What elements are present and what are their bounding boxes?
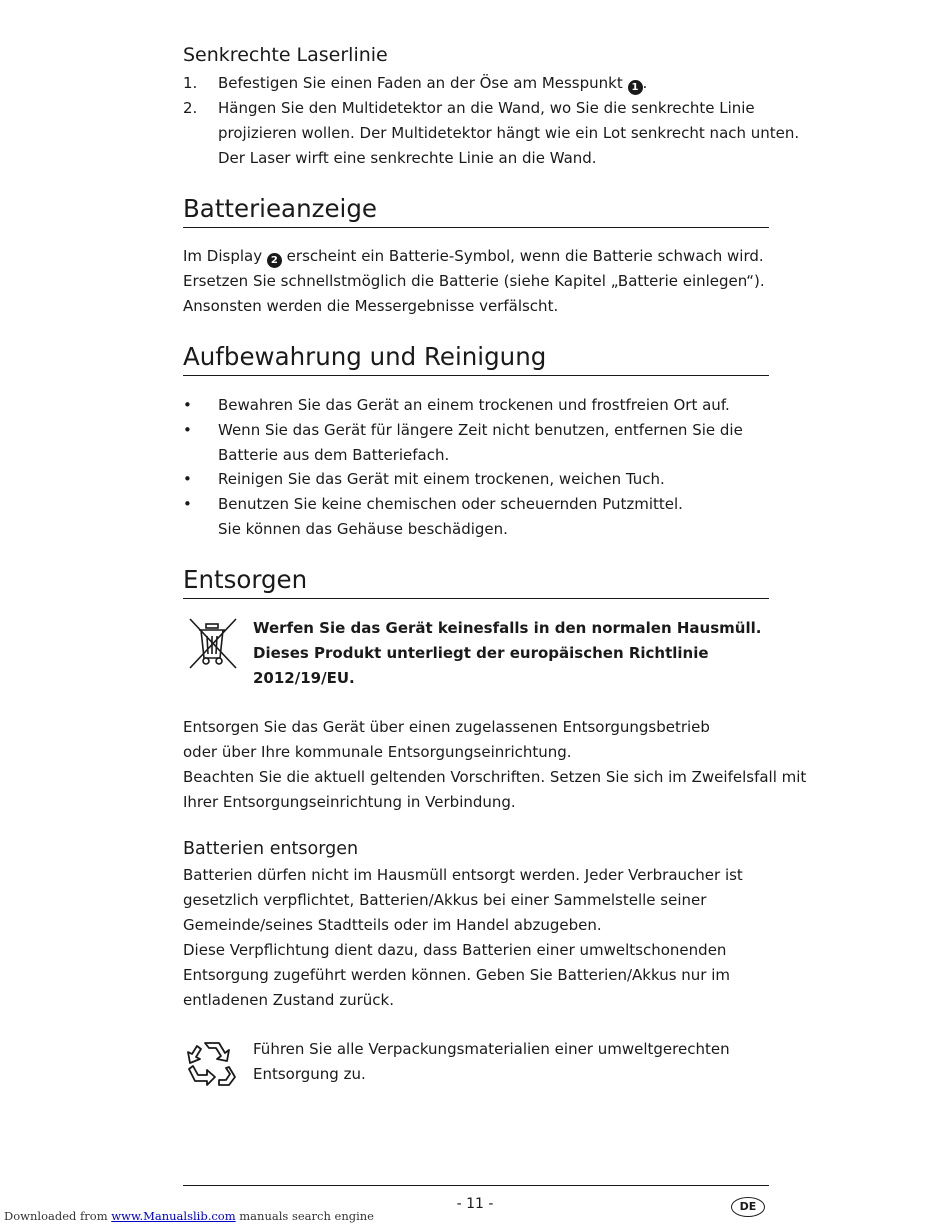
list-item xyxy=(183,467,769,492)
source-suffix: manuals search engine xyxy=(239,1209,374,1223)
battery-indicator-heading: Batterieanzeige xyxy=(183,194,377,223)
packaging-paragraph xyxy=(253,1037,730,1087)
storage-heading: Aufbewahrung und Reinigung xyxy=(183,342,547,371)
warning-text: 2012/19/EU. xyxy=(253,669,355,687)
section-divider xyxy=(183,227,769,228)
section-divider xyxy=(183,598,769,599)
list-text: Hängen Sie den Multidetektor an die Wand, wo Sie die senkrechte Linie xyxy=(218,99,755,117)
list-item xyxy=(183,418,769,468)
paragraph-text: Beachten Sie die aktuell geltenden Vorschriften. Setzen Sie sich im Zweifelsfall mit xyxy=(183,768,807,786)
list-text: Sie können das Gehäuse beschädigen. xyxy=(218,520,508,538)
download-source xyxy=(4,1209,374,1223)
paragraph-text: Batterien dürfen nicht im Hausmüll entsorgt werden. Jeder Verbraucher ist xyxy=(183,866,743,884)
language-badge: DE xyxy=(731,1197,765,1217)
paragraph-text: gesetzlich verpflichtet, Batterien/Akkus bei einer Sammelstelle seiner xyxy=(183,891,707,909)
disposal-paragraph xyxy=(183,715,806,815)
marker-1-icon: 1 xyxy=(628,80,643,95)
paragraph-text: entladenen Zustand zurück. xyxy=(183,991,394,1009)
crossed-out-wheelie-bin-icon xyxy=(186,616,240,672)
paragraph-text: Gemeinde/seines Stadtteils oder im Handel abzugeben. xyxy=(183,916,602,934)
paragraph-text: Entsorgung zugeführt werden können. Geben Sie Batterien/Akkus nur im xyxy=(183,966,731,984)
list-text: Befestigen Sie einen Faden an der Öse am Messpunkt xyxy=(218,74,623,92)
list-text: Benutzen Sie keine chemischen oder scheuernden Putzmittel. xyxy=(218,495,683,513)
list-item xyxy=(183,96,800,171)
list-text: Wenn Sie das Gerät für längere Zeit nicht benutzen, entfernen Sie die xyxy=(218,421,743,439)
paragraph-text: Diese Verpflichtung dient dazu, dass Batterien einer umweltschonenden xyxy=(183,941,727,959)
list-text: projizieren wollen. Der Multidetektor hängt wie ein Lot senkrecht nach unten. xyxy=(218,124,800,142)
paragraph-text: Ansonsten werden die Messergebnisse verfälscht. xyxy=(183,297,559,315)
manualslib-link[interactable]: www.Manualslib.com xyxy=(111,1209,236,1223)
battery-disposal-paragraph xyxy=(183,863,743,1013)
battery-disposal-heading: Batterien entsorgen xyxy=(183,839,359,859)
paragraph-text: Entsorgung zu. xyxy=(253,1065,366,1083)
paragraph-text: Führen Sie alle Verpackungsmaterialien einer umweltgerechten xyxy=(253,1040,730,1058)
paragraph-text: Ersetzen Sie schnellstmöglich die Batterie (siehe Kapitel „Batterie einlegen“). xyxy=(183,272,765,290)
paragraph-text: erscheint ein Batterie-Symbol, wenn die Batterie schwach wird. xyxy=(286,247,764,265)
paragraph-text: Entsorgen Sie das Gerät über einen zugelassenen Entsorgungsbetrieb xyxy=(183,718,710,736)
paragraph-text: oder über Ihre kommunale Entsorgungseinrichtung. xyxy=(183,743,572,761)
warning-text: Dieses Produkt unterliegt der europäischen Richtlinie xyxy=(253,644,709,662)
marker-2-icon: 2 xyxy=(267,253,282,268)
disposal-warning xyxy=(253,616,761,691)
recycling-icon xyxy=(185,1037,241,1089)
laserline-heading: Senkrechte Laserlinie xyxy=(183,44,388,66)
paragraph-text: Im Display xyxy=(183,247,263,265)
battery-indicator-paragraph xyxy=(183,244,765,319)
list-item xyxy=(183,492,769,542)
bullet: • xyxy=(183,495,192,513)
warning-text: Werfen Sie das Gerät keinesfalls in den normalen Hausmüll. xyxy=(253,619,762,637)
list-number: 2. xyxy=(183,99,198,117)
list-text: Batterie aus dem Batteriefach. xyxy=(218,446,450,464)
disposal-heading: Entsorgen xyxy=(183,565,308,594)
bullet: • xyxy=(183,421,192,439)
paragraph-text: Ihrer Entsorgungseinrichtung in Verbindung. xyxy=(183,793,516,811)
section-divider xyxy=(183,375,769,376)
source-prefix: Downloaded from xyxy=(4,1209,108,1223)
list-item: 1. Befestigen Sie einen Faden an der Öse am Messpunkt 1 . xyxy=(183,71,769,96)
page-number: - 11 - xyxy=(456,1196,494,1212)
bullet: • xyxy=(183,470,192,488)
list-text: Der Laser wirft eine senkrechte Linie an die Wand. xyxy=(218,149,597,167)
list-text: Bewahren Sie das Gerät an einem trockenen und frostfreien Ort auf. xyxy=(218,396,730,414)
list-text: Reinigen Sie das Gerät mit einem trockenen, weichen Tuch. xyxy=(218,470,665,488)
footer-divider xyxy=(183,1185,769,1186)
bullet: • xyxy=(183,396,192,414)
list-number: 1. xyxy=(183,74,198,92)
list-item xyxy=(183,393,769,418)
